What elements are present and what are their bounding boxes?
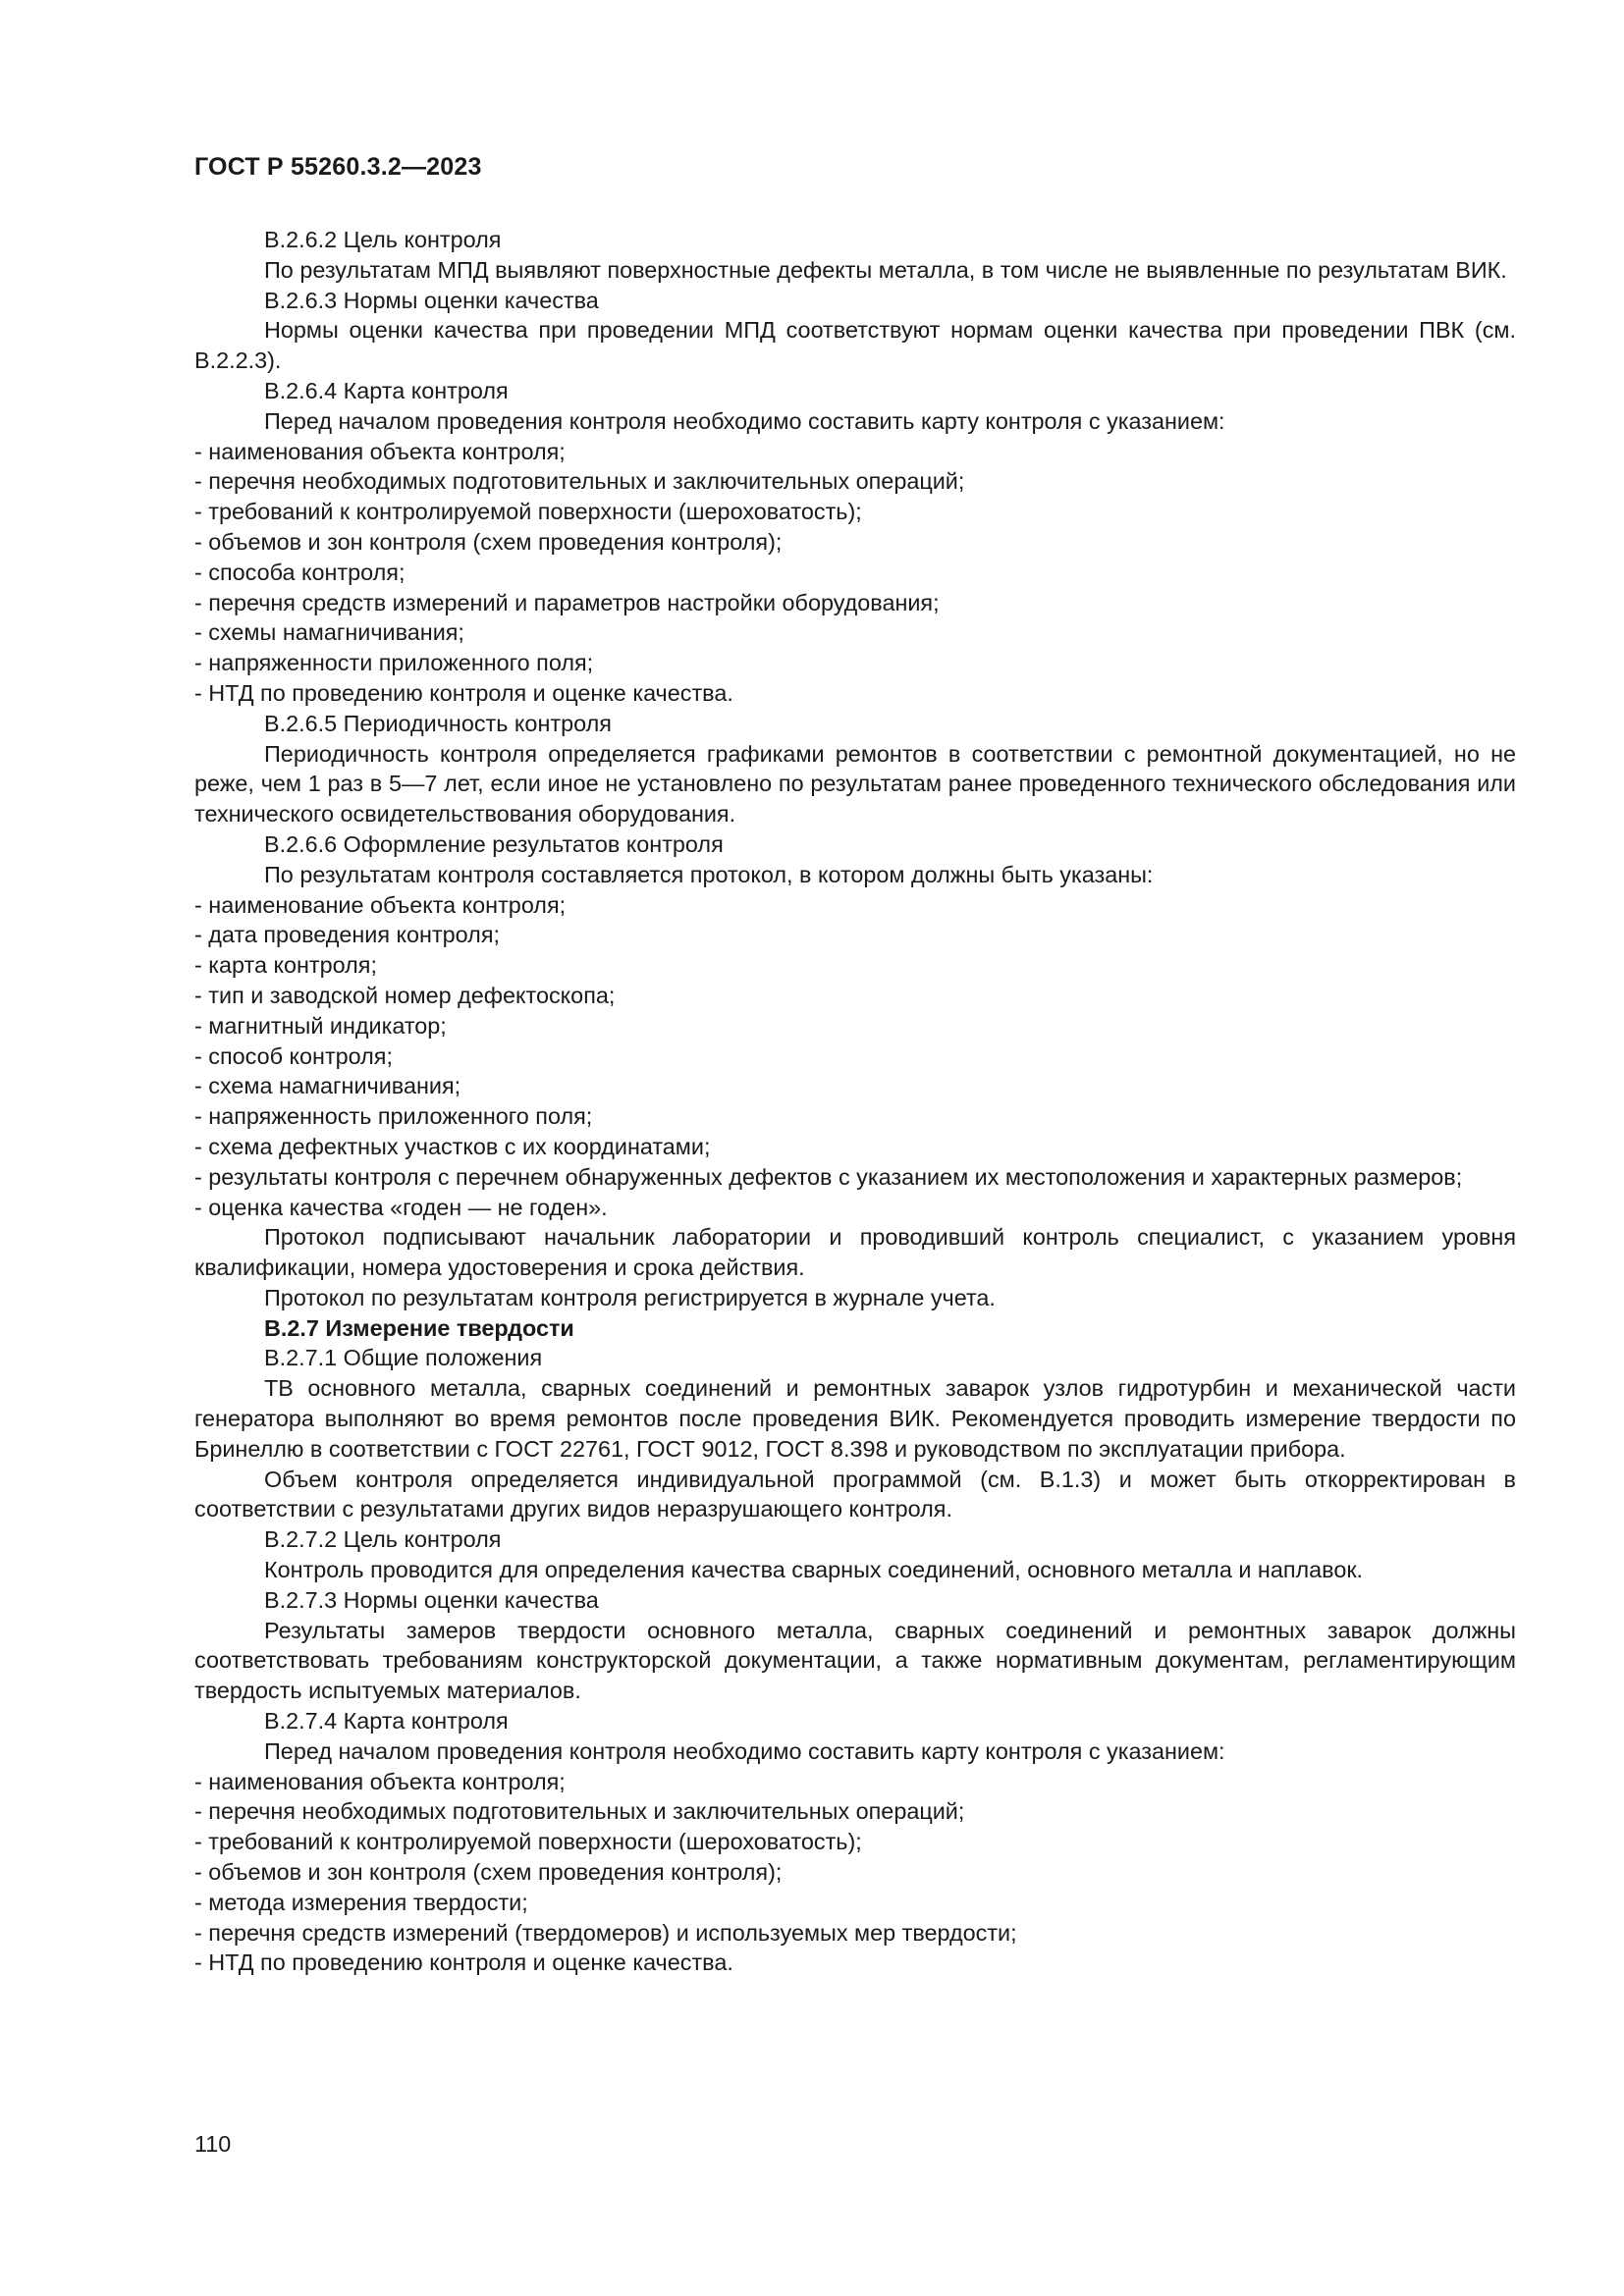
list-item: - требований к контролируемой поверхности (шероховатость); <box>194 499 862 525</box>
section-heading-b27: В.2.7 Измерение твердости <box>264 1314 574 1341</box>
paragraph: Нормы оценки качества при проведении МПД соответствуют нормам оценки качества при проведении ПВК (см. В.2.2.3). <box>194 317 1516 374</box>
list-item: - метода измерения твердости; <box>194 1889 528 1915</box>
paragraph: Протокол по результатам контроля регистрируется в журнале учета. <box>264 1284 996 1310</box>
paragraph: Перед началом проведения контроля необходимо составить карту контроля с указанием: <box>264 407 1225 434</box>
paragraph: Контроль проводится для определения качества сварных соединений, основного металла и наплавок. <box>264 1557 1364 1583</box>
list-item: - перечня средств измерений и параметров настройки оборудования; <box>194 589 940 615</box>
list-item: - оценка качества «годен — не годен». <box>194 1194 608 1220</box>
list-item: - магнитный индикатор; <box>194 1012 447 1039</box>
section-heading-b272: В.2.7.2 Цель контроля <box>264 1526 502 1553</box>
list-item: - требований к контролируемой поверхности (шероховатость); <box>194 1829 862 1855</box>
paragraph: Протокол подписывают начальник лаборатории и проводивший контроль специалист, с указанием уровня квалификации, номера удостоверения и срока действия. <box>194 1224 1516 1281</box>
section-heading-b273: В.2.7.3 Нормы оценки качества <box>264 1586 599 1613</box>
document-standard-id: ГОСТ Р 55260.3.2—2023 <box>194 153 482 181</box>
list-item: - напряженности приложенного поля; <box>194 650 594 676</box>
paragraph: Объем контроля определяется индивидуальной программой (см. В.1.3) и может быть откорректирован в соответствии с результатами других видов неразрушающего контроля. <box>194 1466 1516 1522</box>
document-body <box>194 225 1516 1978</box>
list-item: - перечня необходимых подготовительных и заключительных операций; <box>194 1798 965 1825</box>
paragraph: По результатам контроля составляется протокол, в котором должны быть указаны: <box>264 861 1154 887</box>
list-item: - способ контроля; <box>194 1042 393 1069</box>
list-item: - наименование объекта контроля; <box>194 891 567 918</box>
section-heading-b265: В.2.6.5 Периодичность контроля <box>264 710 612 736</box>
list-item: - перечня средств измерений (твердомеров) и используемых мер твердости; <box>194 1919 1017 1946</box>
section-heading-b271: В.2.7.1 Общие положения <box>264 1345 543 1371</box>
list-item: - тип и заводской номер дефектоскопа; <box>194 982 616 1008</box>
list-item: - дата проведения контроля; <box>194 922 500 948</box>
section-heading-b264: В.2.6.4 Карта контроля <box>264 377 509 403</box>
list-item: - напряженность приложенного поля; <box>194 1103 593 1130</box>
list-item: - карта контроля; <box>194 952 377 979</box>
section-heading-b262: В.2.6.2 Цель контроля <box>264 227 502 252</box>
list-item: - результаты контроля с перечнем обнаруженных дефектов с указанием их местоположения и характерных размеров; <box>194 1163 1463 1190</box>
paragraph: Перед началом проведения контроля необходимо составить карту контроля с указанием: <box>264 1737 1225 1764</box>
section-heading-b266: В.2.6.6 Оформление результатов контроля <box>264 830 724 857</box>
list-item: - объемов и зон контроля (схем проведения контроля); <box>194 1859 783 1886</box>
section-heading-b274: В.2.7.4 Карта контроля <box>264 1708 509 1735</box>
list-item: - объемов и зон контроля (схем проведения контроля); <box>194 528 783 555</box>
list-item: - схема дефектных участков с их координатами; <box>194 1133 711 1159</box>
paragraph: Результаты замеров твердости основного металла, сварных соединений и ремонтных заварок должны соответствовать требованиям конструкторской документации, а также нормативным документам, регламентирующим твердость испытуемых материалов. <box>194 1617 1516 1704</box>
list-item: - способа контроля; <box>194 559 406 585</box>
paragraph: По результатам МПД выявляют поверхностные дефекты металла, в том числе не выявленные по результатам ВИК. <box>264 256 1507 283</box>
list-item: - НТД по проведению контроля и оценке качества. <box>194 1949 733 1976</box>
list-item: - перечня необходимых подготовительных и заключительных операций; <box>194 468 965 495</box>
list-item: - схемы намагничивания; <box>194 619 464 646</box>
section-heading-b263: В.2.6.3 Нормы оценки качества <box>264 287 599 313</box>
list-item: - схема намагничивания; <box>194 1073 461 1099</box>
list-item: - наименования объекта контроля; <box>194 1768 566 1794</box>
list-item: - НТД по проведению контроля и оценке качества. <box>194 679 733 706</box>
paragraph: ТВ основного металла, сварных соединений и ремонтных заварок узлов гидротурбин и механической части генератора выполняют во время ремонтов после проведения ВИК. Рекомендуется проводить измерение твердости по Бринеллю в соответствии с ГОСТ 22761, ГОСТ 9012, ГОСТ 8.398 и руководством по эксплуатации прибора. <box>194 1375 1516 1462</box>
paragraph: Периодичность контроля определяется графиками ремонтов в соответствии с ремонтной документацией, но не реже, чем 1 раз в 5—7 лет, если иное не установлено по результатам ранее проведенного технического обследования или технического освидетельствования оборудования. <box>194 740 1516 828</box>
page-number: 110 <box>194 2131 232 2157</box>
list-item: - наименования объекта контроля; <box>194 438 566 464</box>
